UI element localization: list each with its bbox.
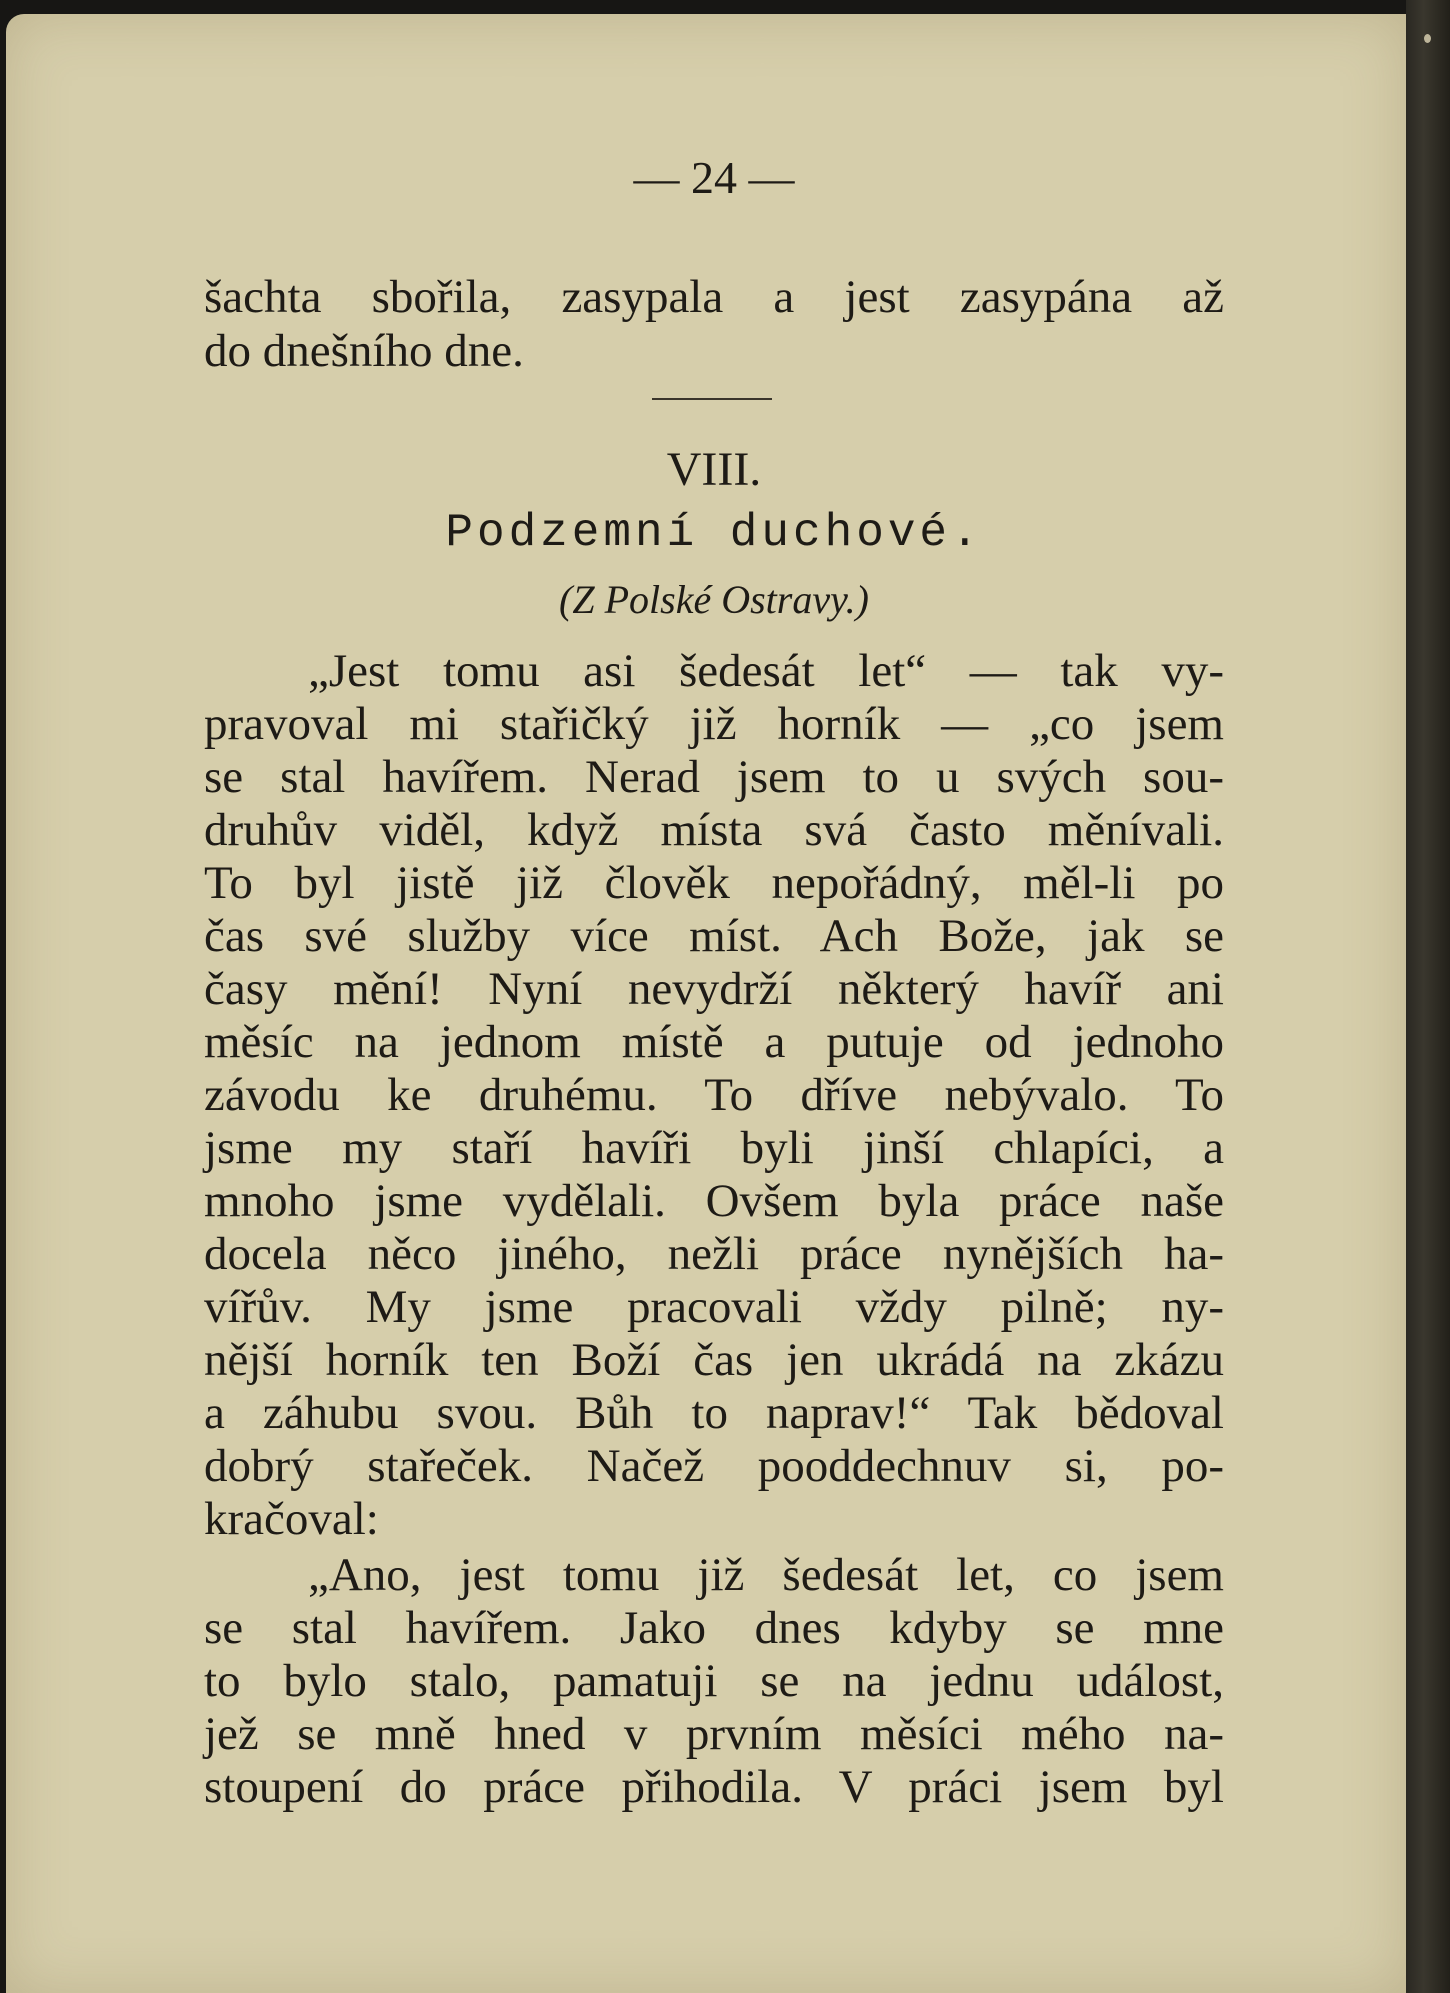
scan-mark [1424,34,1431,43]
chapter-title: Podzemní duchové. [445,507,983,559]
text-line: „Ano, jest tomu již šedesát let, co jsem [308,1549,1224,1601]
text-line: jež se mně hned v prvním měsíci mého na- [204,1708,1224,1760]
text-line: nější horník ten Boží čas jen ukrádá na zkázu [204,1334,1224,1386]
section-divider [652,398,772,400]
text-line: kračoval: [204,1493,379,1545]
text-line: vířův. My jsme pracovali vždy pilně; ny- [204,1281,1224,1333]
page-number: — 24 — [633,152,795,203]
text-line: mnoho jsme vydělali. Ovšem byla práce naše [204,1175,1224,1227]
text-line: a záhubu svou. Bůh to naprav!“ Tak bědoval [204,1387,1224,1439]
text-line: do dnešního dne. [204,325,524,377]
text-line: se stal havířem. Jako dnes kdyby se mne [204,1602,1224,1654]
page-edge [1406,0,1450,1993]
text-line: se stal havířem. Nerad jsem to u svých sou- [204,751,1224,803]
text-line: závodu ke druhému. To dříve nebývalo. To [204,1069,1224,1121]
text-line: jsme my staří havíři byli jinší chlapíci, a [204,1122,1224,1174]
text-line: docela něco jiného, nežli práce nynějších ha- [204,1228,1224,1280]
text-line: dobrý stařeček. Načež pooddechnuv si, po- [204,1440,1224,1492]
text-line: „Jest tomu asi šedesát let“ — tak vy- [308,645,1224,697]
book-page [6,14,1406,1993]
text-line: šachta sbořila, zasypala a jest zasypána až [204,271,1224,323]
text-line: časy mění! Nyní nevydrží některý havíř ani [204,963,1224,1015]
text-line: druhův viděl, když místa svá často měnívali. [204,804,1224,856]
text-line: stoupení do práce přihodila. V práci jsem byl [204,1761,1224,1813]
text-line: čas své služby více míst. Ach Bože, jak se [204,910,1224,962]
chapter-number: VIII. [666,443,762,496]
text-line: To byl jistě již člověk nepořádný, měl-li po [204,857,1224,909]
text-line: pravoval mi stařičký již horník — „co jsem [204,698,1224,750]
text-line: to bylo stalo, pamatuji se na jednu událost, [204,1655,1224,1707]
text-line: měsíc na jednom místě a putuje od jednoho [204,1016,1224,1068]
chapter-source: (Z Polské Ostravy.) [559,577,869,622]
